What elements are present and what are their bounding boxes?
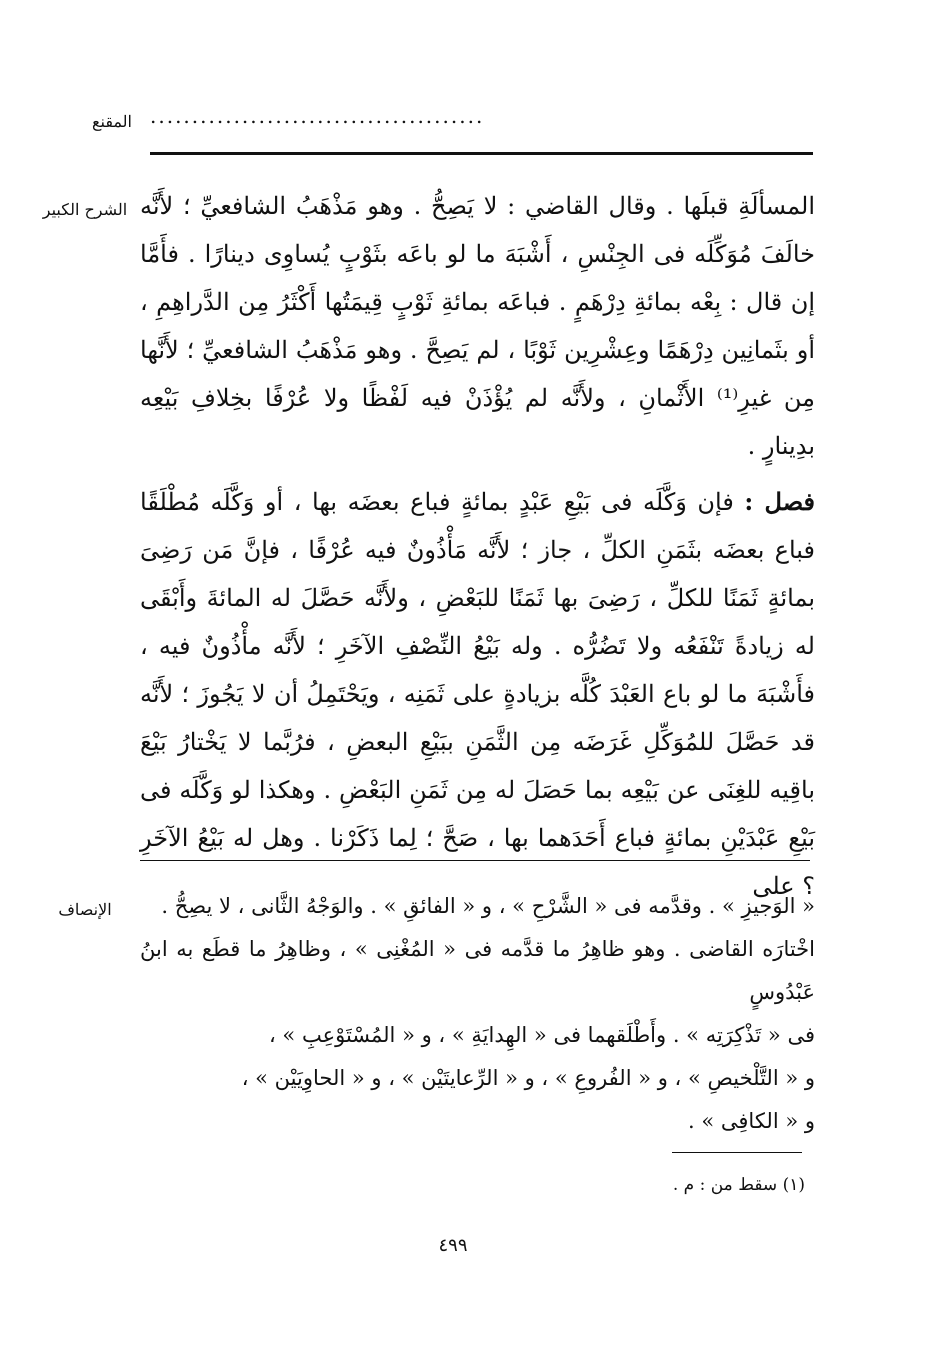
- page-number: ٤٩٩: [438, 1235, 468, 1256]
- footnote: (١) سقط من : م .: [672, 1175, 805, 1195]
- footnote-rule: [672, 1152, 802, 1153]
- insaf-line: و « التَّلْخيصِ » ، و « الفُروعِ » ، و « الرِّعايتَيْن » ، و « الحاوِيَيْن » ،: [241, 1066, 815, 1090]
- fasl-heading: فصل :: [744, 487, 815, 516]
- running-header-title: المقنع: [91, 112, 132, 131]
- main-paragraph-1: المسألَةِ قبلَها . وقال القاضي : لا يَصِحُّ . وهو مَذْهَبُ الشافعيِّ ؛ لأَنَّه خالَفَ مُوَكِّلَه فى الجِنْسِ ، أَشْبَهَ ما لو باعَه بثَوْبٍ يُساوِى دينارًا . فأَمَّا إن قال : بِعْه بمائةِ دِرْهَمٍ . فباعَه بمائةِ ثَوْبٍ قِيمَتُها أَكْثَرُ مِن الدَّراهِمِ ، أو بثَمانِين دِرْهَمًا وعِشْرِين ثَوْبًا ، لم يَصِحَّ . وهو مَذْهَبُ الشافعيِّ ؛ لأَنَّها مِن غيرِ⁽¹⁾ الأَثْمانِ ، ولأَنَّه لم يُؤْذَنْ فيه لَفْظًا ولا عُرْفًا بخِلافِ بَيْعِه بدِينارٍ .: [140, 192, 815, 460]
- header-dotted-leader: ........................................: [150, 104, 485, 128]
- insaf-line: و « الكافِى » .: [688, 1109, 815, 1133]
- section-divider: [140, 860, 810, 861]
- main-commentary-text: [140, 182, 815, 910]
- main-paragraph-2-text: فإن وَكَّلَه فى بَيْعِ عَبْدٍ بمائةٍ فباع بعضَه بها ، أو وَكَّلَه مُطْلَقًا فباع بعضَه بثَمَنِ الكلِّ ، جاز ؛ لأَنَّه مَأْذُونٌ فيه عُرْفًا ، فإنَّ مَن رَضِىَ بمائةٍ ثَمَنًا للكلِّ ، رَضِىَ بها ثَمَنًا للبَعْضِ ، ولأَنَّه حَصَّلَ له المائةَ وأَبْقَى له زيادةً تَنْفَعُه ولا تَضُرُّه . وله بَيْعُ النِّصْفِ الآخَرِ ؛ لأَنَّه مأْذُونٌ فيه ، فأَشْبَهَ ما لو باع العَبْدَ كُلَّه بزيادةٍ على ثَمَنِه ، ويَحْتَمِلُ أن لا يَجُوزَ ؛ لأَنَّه قد حَصَّلَ للمُوَكِّلِ غَرَضَه مِن الثَّمَنِ ببَيْعِ البعضِ ، فرُبَّما لا يَخْتارُ بَيْعَ باقِيه للغِنَى عن بَيْعِه بما حَصَلَ له مِن ثَمَنِ البَعْضِ . وهكذا لو وَكَّلَه فى بَيْعِ عَبْدَيْنِ بمائةٍ فباع أَحَدَهما بها ، صَحَّ ؛ لِما ذَكَرْنا . وهل له بَيْعُ الآخَرِ ؟ على: [140, 488, 815, 900]
- main-paragraph-2: [140, 478, 815, 910]
- insaf-line: فى « تَذْكِرَتِه » . وأَطْلَقهما فى « الهِدايَةِ » ، و « المُسْتَوْعِبِ » ،: [268, 1023, 815, 1047]
- side-label-insaf: الإنصاف: [58, 900, 112, 919]
- side-label-sharh: الشرح الكبير: [42, 200, 128, 219]
- insaf-text: [140, 885, 815, 1143]
- insaf-line: « الوَجيزِ » . وقدَّمه فى « الشَّرْحِ » ، و « الفائقِ » . والوَجْهُ الثَّانى ، لا يصِحُّ .: [161, 894, 815, 918]
- insaf-line: اخْتارَه القاضى . وهو ظاهِرُ ما قدَّمه فى « المُغْنِى » ، وظاهِرُ ما قطَع به ابنُ عَبْدُوسٍ: [140, 937, 815, 1004]
- header-rule: [150, 152, 813, 155]
